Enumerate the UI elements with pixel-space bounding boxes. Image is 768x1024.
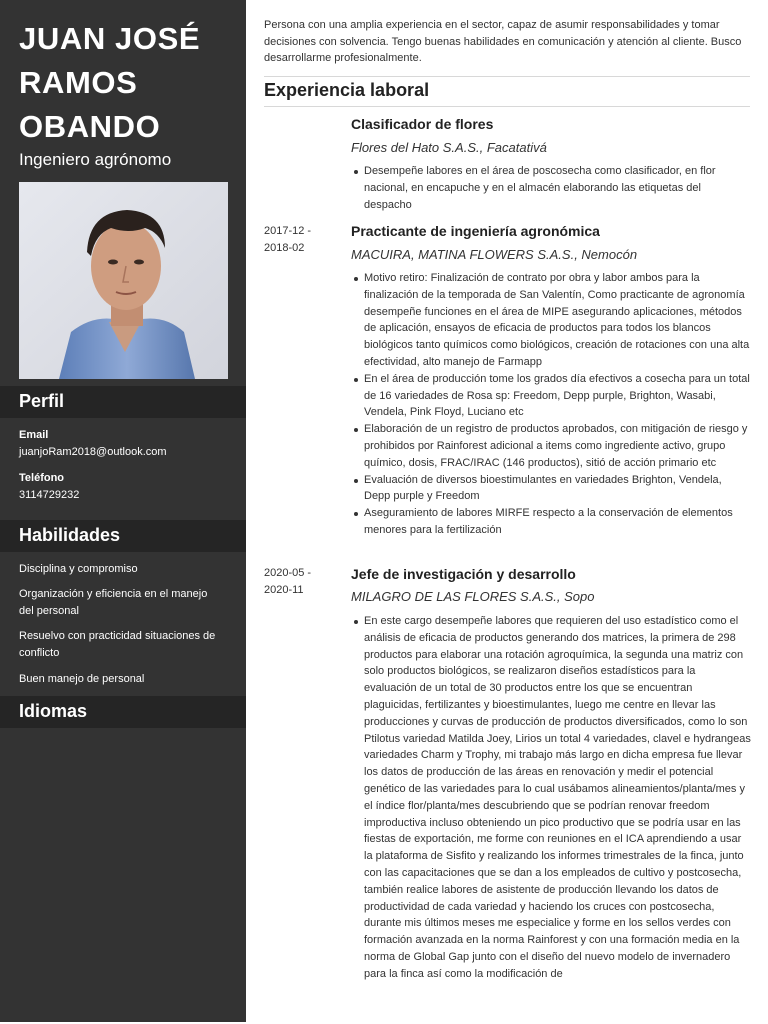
divider [264, 76, 750, 77]
job-company: Flores del Hato S.A.S., Facatativá [351, 140, 547, 155]
job-title: Clasificador de flores [351, 116, 494, 132]
email-value: juanjoRam2018@outlook.com [19, 446, 167, 458]
list-item: En este cargo desempeñe labores que requieren del uso estadístico como el análisis de eficacia de productos generando dos matrices, la primera de 298 productos para elaborar una rotación agroquímica, la segunda una matriz con solo productos biológicos, se realizaron diseños estadísticos para la evaluación de un total de 30 productos entre los que se encuentran plaguicidas, fertilizantes y bioestimulantes, luego me centre en llevar las producciones y curvas de producción de productos diversificados, como lo son Ptilotus variedad Matilda Joey, Lirios un total 4 variedades, clavel e hydrangeas variedades Charm y Trophy, mi trabajo más largo en dicha empresa fue llevar los datos de producción de las áreas en renovación y medir el potencial genético de las variedades para lo cual usábamos alineamientos/planta/mes y el índice flor/planta/mes descubriendo que se podrían renovar freedom improductiva incluso obteniendo un pico productivo que se podría usar en las fiestas de exportación, me forme con reuniones en el ICA aprendiendo a usar la plataforma de Sisfito y realizando los informes trimestrales de la finca, junto con las capacitaciones que se dan a los empleados de cultivo y postcosecha, también realice labores de asistente de producción llevando los datos de productividad de cada variedad y haciendo los cruces con postcosecha, durante mis últimos meses me especialice y forme en los sellos verdes con formación avanzada en la norma Rainforest y con una formación media en la norma de Global Gap junto con el diseño del nuevo modelo de invernadero para la finca así como la modificación de [351, 613, 751, 983]
job-bullets [351, 613, 751, 983]
section-heading-idiomas: Idiomas [0, 696, 246, 728]
job-date: 2020-05 - 2020-11 [264, 567, 312, 596]
candidate-title: Ingeniero agrónomo [19, 150, 172, 169]
divider [264, 106, 750, 107]
list-item: Aseguramiento de labores MIRFE respecto a la conservación de elementos menores para la fertilización [351, 505, 751, 539]
job-company: MILAGRO DE LAS FLORES S.A.S., Sopo [351, 589, 595, 604]
job-title: Jefe de investigación y desarrollo [351, 566, 576, 582]
skill-item: Organización y eficiencia en el manejo del personal [19, 588, 208, 617]
list-item: Evaluación de diversos bioestimulantes en variedades Brighton, Vendela, Depp purple y Freedom [351, 472, 751, 506]
list-item: Desempeñe labores en el área de poscosecha como clasificador, en flor nacional, en encapuche y en el almacén elaborando las etiquetas del despacho [351, 163, 751, 213]
skill-item: Resuelvo con practicidad situaciones de conflicto [19, 630, 216, 659]
skill-item: Buen manejo de personal [19, 673, 145, 685]
candidate-name: JUAN JOSÉ RAMOS OBANDO [19, 21, 201, 144]
section-heading-experiencia: Experiencia laboral [264, 80, 430, 100]
section-heading-perfil: Perfil [0, 386, 246, 418]
section-heading-habilidades: Habilidades [0, 520, 246, 552]
job-company: MACUIRA, MATINA FLOWERS S.A.S., Nemocón [351, 247, 638, 262]
profile-summary: Persona con una amplia experiencia en el sector, capaz de asumir responsabilidades y tomar decisiones con solvencia. Tengo buenas habilidades en comunicación y atención al cliente. Busco desarrollarme profesionalmente. [264, 19, 742, 64]
profile-photo [19, 182, 228, 379]
job-title: Practicante de ingeniería agronómica [351, 223, 600, 239]
list-item: Elaboración de un registro de productos aprobados, con mitigación de riesgo y prohibidos por Rainforest adicional a items como ingrediente activo, grupo químico, dosis, FRAC/IRAC (146 productos), sitió de acción primario etc [351, 421, 751, 471]
portrait-image [19, 182, 228, 379]
list-item: Motivo retiro: Finalización de contrato por obra y labor ambos para la finalización de la temporada de San Valentín, Como practicante de agronomía desempeñe funciones en el área de MIPE asegurando aplicaciones, métodos de aplicación, ensayos de eficacia de productos para todos los blancos biológicos tanto químicos como biológicos, creación de rotaciones con una alta efectividad, alto manejo de Farmapp [351, 270, 751, 371]
phone-label: Teléfono [19, 472, 65, 484]
job-date: 2017-12 - 2018-02 [264, 225, 312, 254]
sidebar [0, 0, 246, 1022]
email-label: Email [19, 429, 49, 441]
job-bullets [351, 270, 751, 539]
skill-item: Disciplina y compromiso [19, 563, 138, 575]
job-bullets [351, 163, 751, 213]
phone-value: 3114729232 [19, 489, 80, 501]
list-item: En el área de producción tome los grados día efectivos a cosecha para un total de 16 variedades de Rosa sp: Freedom, Depp purple, Brighton, Wasabi, Vendela, Pink Floyd, Luciano etc [351, 371, 751, 421]
